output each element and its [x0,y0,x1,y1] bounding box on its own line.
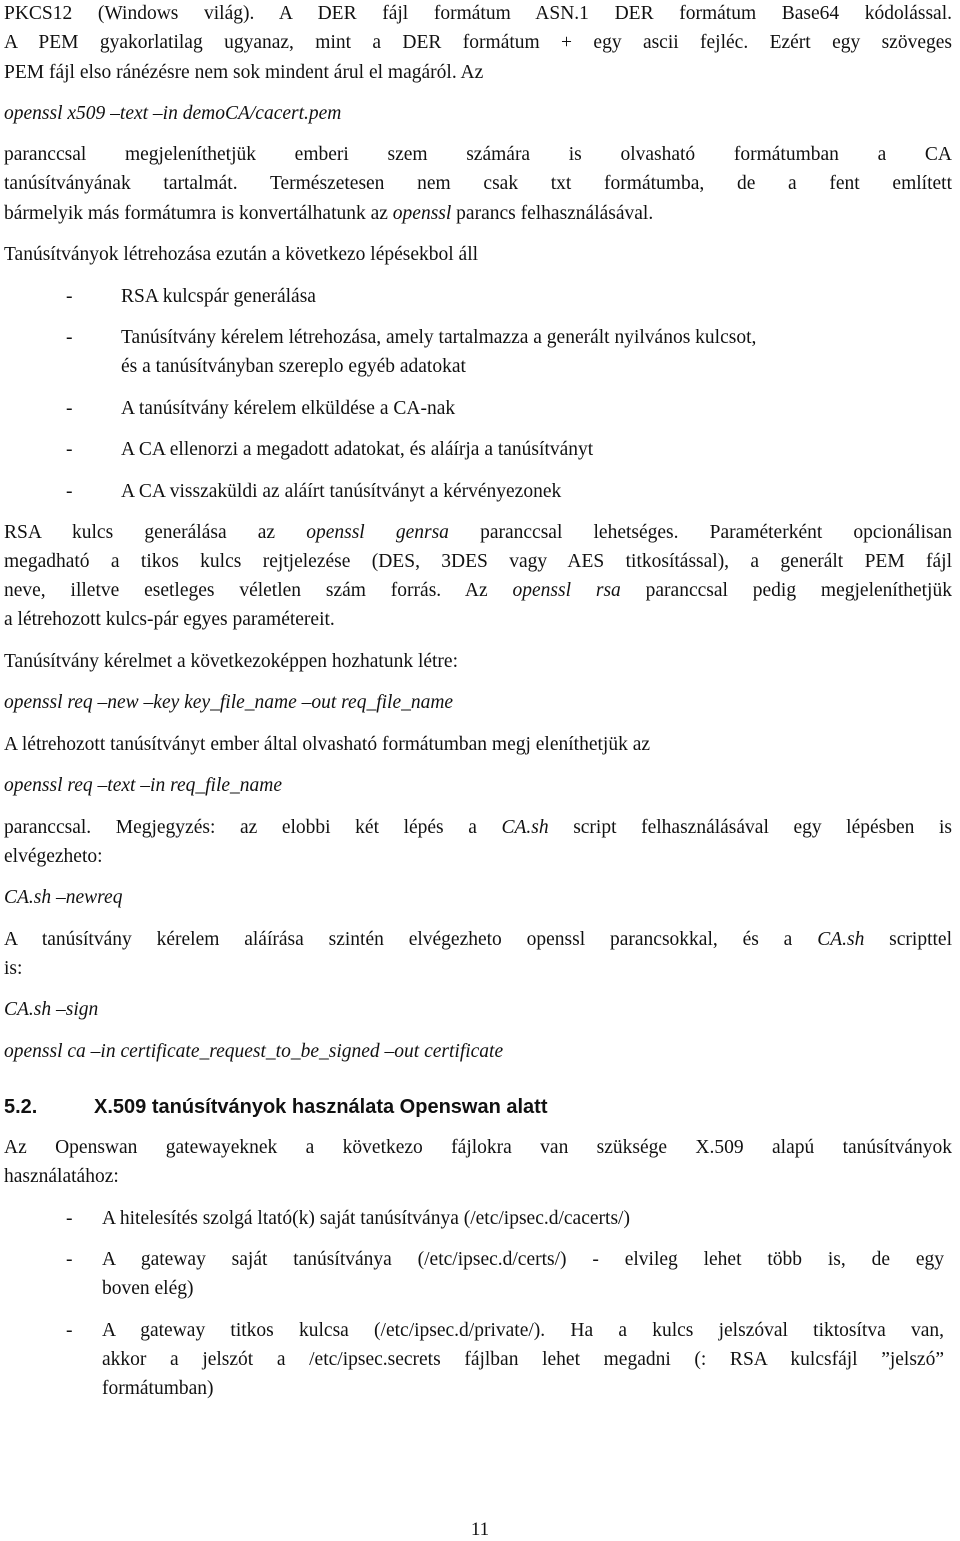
command-text: openssl ca –in certificate_request_to_be_signed –out certificate [4,1041,504,1062]
paragraph-line: a létrehozott kulcs-pár egyes paramétereit. [4,609,335,630]
paragraph-line: PEM fájl elso ránézésre nem sok mindent árul el magáról. Az [4,62,484,83]
paragraph-line: megadható a tikos kulcs rejtjelezése (DES, 3DES vagy AES titkosítással), a generált PEM fájl [4,551,952,572]
paragraph-line: Tanúsítvány kérelmet a következoképpen hozhatunk létre: [4,651,459,672]
inline-command: CA.sh [817,929,865,950]
paragraph-line [4,930,952,950]
list-item-text: RSA kulcspár generálása [121,286,316,307]
dash-bullet: - [66,1320,73,1341]
dash-bullet: - [66,1208,73,1229]
paragraph-line: használatához: [4,1166,119,1187]
text-run: neve, illetve esetleges véletlen szám forrás. Az [4,580,513,601]
text-run: paranccsal lehetséges. Paraméterként opcionálisan [448,522,952,543]
section-title: X.509 tanúsítványok használata Openswan alatt [94,1096,548,1118]
inline-command: openssl rsa [512,580,621,601]
list-item-text: A gateway titkos kulcsa (/etc/ipsec.d/private/). Ha a kulcs jelszóval tiktosítva van, [102,1320,944,1341]
list-item-text: A CA ellenorzi a megadott adatokat, és aláírja a tanúsítványt [121,439,594,460]
text-run: paranccsal pedig megjeleníthetjük [620,580,952,601]
paragraph-line [4,581,952,601]
command-text: CA.sh –newreq [4,887,123,908]
text-run: tanúsítványának tartalmát. [4,173,238,194]
list-item-text: akkor a jelszót a /etc/ipsec.secrets fájlban lehet megadni (: RSA kulcsfájl ”jelszó” [102,1349,944,1370]
dash-bullet: - [66,398,73,419]
paragraph-line [4,204,952,224]
text-run: RSA kulcs generálása az [4,522,307,543]
dash-bullet: - [66,1249,73,1270]
inline-command: openssl [392,203,452,224]
paragraph-line: A PEM gyakorlatilag ugyanaz, mint a DER formátum + egy ascii fejléc. Ezért egy szöveges [4,32,952,53]
section-heading [4,1097,952,1117]
command-text: openssl x509 –text –in demoCA/cacert.pem [4,103,342,124]
paragraph-line [4,174,952,194]
text-run: scripttel [864,929,952,950]
paragraph-line: Az Openswan gatewayeknek a következo fájlokra van szüksége X.509 alapú tanúsítványok [4,1137,952,1158]
command-text: openssl req –text –in req_file_name [4,775,282,796]
dash-bullet: - [66,439,73,460]
list-item-text: A CA visszaküldi az aláírt tanúsítványt a kérvényezonek [121,481,562,502]
text-run: parancs felhasználásával. [451,203,654,224]
paragraph-line: is: [4,958,23,979]
inline-command: CA.sh [501,817,549,838]
text-run: bármelyik más formátumra is konvertálhatunk az [4,203,393,224]
list-title: Tanúsítványok létrehozása ezután a következo lépésekbol áll [4,244,479,265]
command-text: CA.sh –sign [4,999,99,1020]
dash-bullet: - [66,481,73,502]
text-run: A tanúsítvány kérelem aláírása szintén elvégezheto openssl parancsokkal, és a [4,929,818,950]
text-run: Természetesen nem csak txt formátumba, de a fent említett [237,173,952,194]
list-item-text: és a tanúsítványban szereplo egyéb adatokat [121,356,466,377]
list-item-text: A hitelesítés szolgá ltató(k) saját tanúsítványa (/etc/ipsec.d/cacerts/) [102,1208,630,1229]
list-item-text: A tanúsítvány kérelem elküldése a CA-nak [121,398,456,419]
page-number: 11 [470,1519,490,1540]
list-item-text: A gateway saját tanúsítványa (/etc/ipsec.d/certs/) - elvileg lehet több is, de egy [102,1249,944,1270]
paragraph-line: PKCS12 (Windows világ). A DER fájl formátum ASN.1 DER formátum Base64 kódolással. [4,3,952,24]
command-text: openssl req –new –key key_file_name –out req_file_name [4,692,454,713]
paragraph-line: A létrehozott tanúsítványt ember által olvasható formátumban megj eleníthetjük az [4,734,651,755]
paragraph-line [4,523,952,543]
paragraph-line: paranccsal megjeleníthetjük emberi szem számára is olvasható formátumban a CA [4,144,952,165]
list-item-text: Tanúsítvány kérelem létrehozása, amely tartalmazza a generált nyilvános kulcsot, [121,327,757,348]
section-number: 5.2. [4,1096,38,1118]
list-item-text: boven elég) [102,1278,194,1299]
paragraph-line: elvégezheto: [4,846,103,867]
list-item-text: formátumban) [102,1378,214,1399]
dash-bullet: - [66,286,73,307]
dash-bullet: - [66,327,73,348]
inline-command: openssl genrsa [306,522,449,543]
text-run: script felhasználásával egy lépésben is [548,817,952,838]
paragraph-line [4,818,952,838]
text-run: paranccsal. Megjegyzés: az elobbi két lépés a [4,817,502,838]
